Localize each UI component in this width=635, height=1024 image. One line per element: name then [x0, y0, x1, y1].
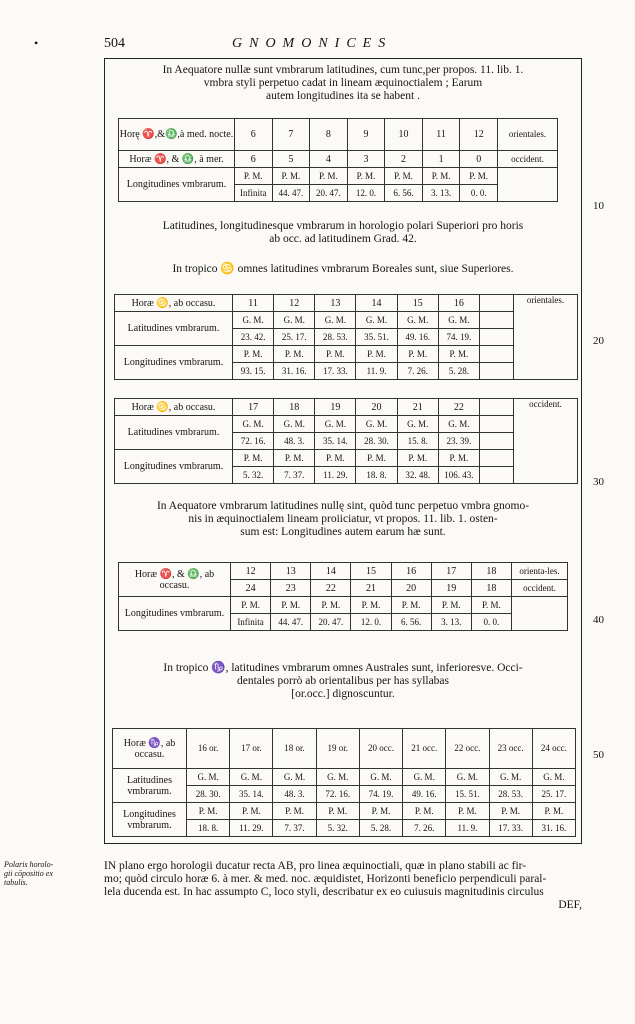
row-label: Horæ ♈, & ♎, ab occasu. [119, 563, 231, 597]
hour-cell: 22 [438, 399, 479, 416]
hour-cell: 23 [271, 580, 311, 597]
unit-cell: P. M. [315, 346, 356, 363]
margin-note-line: tabulis. [4, 878, 28, 887]
intro-paragraph [104, 64, 582, 103]
row-label: Horę ♈,&♎,à med. nocte. [119, 119, 235, 151]
hour-cell: 16 [438, 295, 479, 312]
value-cell: 20. 47. [310, 185, 348, 202]
row-label: Longitudines vmbrarum. [115, 450, 233, 484]
row-end-label: occident. [498, 151, 558, 168]
body-line: mo; quòd circulo horæ 6. à mer. & med. noc. æquidistet, Horizonti beneficio perpendiculi paral- [104, 873, 547, 885]
hour-cell: 18 or. [273, 729, 316, 769]
empty-cell [480, 295, 514, 312]
value-cell: 0. 0. [471, 614, 511, 631]
paragraph-line: In Aequatore vmbrarum latitudines nullę sint, quòd tunc perpetuo vmbra gnomo- [156, 500, 530, 512]
unit-cell: P. M. [272, 168, 310, 185]
row-label: Horæ ♋, ab occasu. [115, 399, 233, 416]
value-cell: 31. 16. [274, 363, 315, 380]
value-cell: 35. 14. [315, 433, 356, 450]
table-row [113, 803, 576, 820]
table-row [115, 346, 578, 363]
hour-cell: 16 [391, 563, 431, 580]
value-cell: 17. 33. [489, 820, 532, 837]
section-heading [104, 220, 582, 246]
unit-cell: G. M. [233, 312, 274, 329]
hour-cell: 12 [274, 295, 315, 312]
hour-cell: 20 [391, 580, 431, 597]
unit-cell: P. M. [391, 597, 431, 614]
unit-cell: G. M. [233, 416, 274, 433]
hour-cell: 19 or. [316, 729, 359, 769]
margin-line-number: 20 [593, 335, 604, 347]
hour-cell: 11 [233, 295, 274, 312]
hour-cell: 17 [233, 399, 274, 416]
empty-cell [480, 363, 514, 380]
value-cell: 28. 53. [489, 786, 532, 803]
hour-cell: 3 [347, 151, 385, 168]
body-paragraph [104, 860, 582, 912]
table-cancer-superior-2 [114, 398, 578, 484]
value-cell: 0. 0. [460, 185, 498, 202]
unit-cell: P. M. [311, 597, 351, 614]
unit-cell: P. M. [271, 597, 311, 614]
row-label: Longitudines vmbrarum. [115, 346, 233, 380]
table-equator-longitudes-occasu [118, 562, 568, 631]
row-end-label: orientales. [514, 295, 578, 380]
unit-cell: G. M. [274, 312, 315, 329]
hour-cell: 17 or. [230, 729, 273, 769]
heading-line: Latitudines, longitudinesque vmbrarum in horologio polari Superiori pro horis [162, 220, 524, 232]
row-end-label: occident. [512, 580, 568, 597]
hour-cell: 19 [431, 580, 471, 597]
hour-cell: 5 [272, 151, 310, 168]
unit-cell: G. M. [403, 769, 446, 786]
paragraph-line: sum est: Longitudines autem earum hæ sunt. [240, 526, 446, 538]
row-label: Latitudines vmbrarum. [115, 416, 233, 450]
value-cell: 72. 16. [316, 786, 359, 803]
hour-cell: 18 [471, 563, 511, 580]
value-cell: 12. 0. [347, 185, 385, 202]
value-cell: 25. 17. [532, 786, 575, 803]
empty-cell [480, 433, 514, 450]
row-label: Horæ ♋, ab occasu. [115, 295, 233, 312]
hour-cell: 21 occ. [403, 729, 446, 769]
row-label: Longitudines vmbrarum. [119, 597, 231, 631]
hour-cell: 15 [397, 295, 438, 312]
empty-cell [480, 416, 514, 433]
value-cell: 17. 33. [315, 363, 356, 380]
value-cell: Infinita [231, 614, 271, 631]
unit-cell: P. M. [316, 803, 359, 820]
unit-cell: P. M. [532, 803, 575, 820]
value-cell: 48. 3. [273, 786, 316, 803]
table-row [119, 119, 558, 151]
hour-cell: 24 [231, 580, 271, 597]
paragraph-line: [or.occ.] dignoscuntur. [291, 688, 395, 700]
hour-cell: 20 [356, 399, 397, 416]
hour-cell: 20 occ. [359, 729, 402, 769]
unit-cell: G. M. [316, 769, 359, 786]
unit-cell: G. M. [438, 312, 479, 329]
table-row [119, 168, 558, 185]
page-number: 504 [104, 36, 125, 51]
value-cell: Infinita [235, 185, 273, 202]
unit-cell: G. M. [438, 416, 479, 433]
row-label: Horæ ♈, & ♎, à mer. [119, 151, 235, 168]
value-cell: 44. 47. [271, 614, 311, 631]
table-row [115, 450, 578, 467]
hour-cell: 13 [271, 563, 311, 580]
margin-line-number: 10 [593, 200, 604, 212]
margin-line-number: 30 [593, 476, 604, 488]
value-cell: 23. 39. [438, 433, 479, 450]
table-row [113, 769, 576, 786]
hour-cell: 0 [460, 151, 498, 168]
unit-cell: P. M. [347, 168, 385, 185]
unit-cell: G. M. [274, 416, 315, 433]
intro-line: In Aequatore nullæ sunt vmbrarum latitudines, cum tunc,per propos. 11. lib. 1. [162, 64, 524, 76]
unit-cell: P. M. [315, 450, 356, 467]
value-cell: 49. 16. [397, 329, 438, 346]
row-label: Latitudines vmbrarum. [115, 312, 233, 346]
paragraph-line: nis in æquinoctialem lineam proiiciatur, vt propos. 11. lib. 1. osten- [188, 513, 498, 525]
hour-cell: 18 [274, 399, 315, 416]
intro-line: autem longitudines ita se habent . [266, 90, 420, 102]
hour-cell: 11 [422, 119, 460, 151]
value-cell: 6. 56. [391, 614, 431, 631]
value-cell: 7. 26. [403, 820, 446, 837]
value-cell: 25. 17. [274, 329, 315, 346]
hour-cell: 15 [351, 563, 391, 580]
margin-line-number: 40 [593, 614, 604, 626]
value-cell: 18. 8. [356, 467, 397, 484]
hour-cell: 12 [460, 119, 498, 151]
table-row [119, 151, 558, 168]
unit-cell: P. M. [356, 450, 397, 467]
table-row [115, 399, 578, 416]
hour-cell: 18 [471, 580, 511, 597]
paragraph-line: In tropico ♑, latitudines vmbrarum omnes Australes sunt, inferioresve. Occi- [163, 662, 523, 674]
unit-cell: G. M. [315, 312, 356, 329]
section-subheading: In tropico ♋ omnes latitudines vmbrarum Boreales sunt, siue Superiores. [172, 263, 514, 275]
unit-cell: P. M. [231, 597, 271, 614]
unit-cell: P. M. [233, 346, 274, 363]
unit-cell: P. M. [310, 168, 348, 185]
empty-cell [512, 597, 568, 631]
table-capricorn-inferior [112, 728, 576, 837]
table-row [115, 416, 578, 433]
unit-cell: P. M. [273, 803, 316, 820]
table-row [119, 563, 568, 580]
hour-cell: 7 [272, 119, 310, 151]
hour-cell: 13 [315, 295, 356, 312]
value-cell: 7. 37. [274, 467, 315, 484]
empty-cell [480, 450, 514, 467]
value-cell: 3. 13. [431, 614, 471, 631]
unit-cell: P. M. [460, 168, 498, 185]
margin-note-line: gii cōpositio ex [4, 869, 53, 878]
value-cell: 28. 30. [356, 433, 397, 450]
empty-cell [480, 346, 514, 363]
body-line: DEF, [558, 899, 582, 911]
hour-cell: 8 [310, 119, 348, 151]
value-cell: 3. 13. [422, 185, 460, 202]
hour-cell: 14 [311, 563, 351, 580]
unit-cell: G. M. [356, 416, 397, 433]
value-cell: 31. 16. [532, 820, 575, 837]
ink-mark: • [34, 36, 39, 50]
hour-cell: 12 [231, 563, 271, 580]
table-cancer-superior-1 [114, 294, 578, 380]
row-end-label: occident. [514, 399, 578, 484]
value-cell: 32. 48. [397, 467, 438, 484]
unit-cell: G. M. [359, 769, 402, 786]
unit-cell: P. M. [385, 168, 423, 185]
unit-cell: P. M. [230, 803, 273, 820]
table-row [115, 295, 578, 312]
empty-cell [480, 329, 514, 346]
hour-cell: 14 [356, 295, 397, 312]
hour-cell: 2 [385, 151, 423, 168]
table-equator-longitudes [118, 118, 558, 202]
row-end-label: orienta-les. [512, 563, 568, 580]
hour-cell: 22 occ. [446, 729, 489, 769]
hour-cell: 10 [385, 119, 423, 151]
unit-cell: P. M. [397, 346, 438, 363]
hour-cell: 16 or. [187, 729, 230, 769]
unit-cell: P. M. [403, 803, 446, 820]
paragraph-line: dentales porrò ab orientalibus per has syllabas [236, 675, 450, 687]
hour-cell: 4 [310, 151, 348, 168]
value-cell: 5. 28. [359, 820, 402, 837]
margin-note-line: Polaris horolo- [4, 860, 54, 869]
unit-cell: G. M. [315, 416, 356, 433]
heading-line: ab occ. ad latitudinem Grad. 42. [269, 233, 417, 245]
value-cell: 11. 29. [315, 467, 356, 484]
paragraph-equator [104, 500, 582, 539]
value-cell: 48. 3. [274, 433, 315, 450]
hour-cell: 9 [347, 119, 385, 151]
value-cell: 72. 16. [233, 433, 274, 450]
unit-cell: G. M. [397, 312, 438, 329]
value-cell: 28. 30. [187, 786, 230, 803]
value-cell: 11. 9. [356, 363, 397, 380]
value-cell: 44. 47. [272, 185, 310, 202]
value-cell: 15. 51. [446, 786, 489, 803]
unit-cell: G. M. [230, 769, 273, 786]
body-line: IN plano ergo horologii ducatur recta AB, pro linea æquinoctiali, quæ in plano stabili ac fir- [104, 860, 527, 872]
value-cell: 5. 32. [233, 467, 274, 484]
margin-line-number: 50 [593, 749, 604, 761]
unit-cell: G. M. [489, 769, 532, 786]
unit-cell: G. M. [532, 769, 575, 786]
unit-cell: P. M. [187, 803, 230, 820]
margin-note [4, 860, 94, 887]
unit-cell: G. M. [273, 769, 316, 786]
row-label: Horæ ♑, ab occasu. [113, 729, 187, 769]
unit-cell: G. M. [397, 416, 438, 433]
value-cell: 11. 9. [446, 820, 489, 837]
unit-cell: P. M. [446, 803, 489, 820]
unit-cell: P. M. [233, 450, 274, 467]
empty-cell [480, 312, 514, 329]
row-label: Latitudines vmbrarum. [113, 769, 187, 803]
body-line: lela ducenda est. In hac assumpto C, loco styli, describatur ex eo cuiusuis magnitudinis circulus [104, 886, 544, 898]
empty-cell [498, 168, 558, 202]
value-cell: 7. 37. [273, 820, 316, 837]
unit-cell: G. M. [446, 769, 489, 786]
unit-cell: P. M. [422, 168, 460, 185]
unit-cell: G. M. [187, 769, 230, 786]
row-label: Longitudines vmbrarum. [113, 803, 187, 837]
value-cell: 35. 14. [230, 786, 273, 803]
hour-cell: 6 [235, 151, 273, 168]
unit-cell: P. M. [274, 450, 315, 467]
table-row [113, 729, 576, 769]
row-end-label: orientales. [498, 119, 558, 151]
hour-cell: 21 [397, 399, 438, 416]
hour-cell: 1 [422, 151, 460, 168]
hour-cell: 22 [311, 580, 351, 597]
hour-cell: 24 occ. [532, 729, 575, 769]
value-cell: 6. 56. [385, 185, 423, 202]
paragraph-capricorn [104, 662, 582, 701]
intro-line: vmbra styli perpetuo cadat in lineam æquinoctialem ; Earum [203, 77, 483, 89]
value-cell: 23. 42. [233, 329, 274, 346]
value-cell: 35. 51. [356, 329, 397, 346]
unit-cell: P. M. [431, 597, 471, 614]
value-cell: 106. 43. [438, 467, 479, 484]
hour-cell: 19 [315, 399, 356, 416]
value-cell: 20. 47. [311, 614, 351, 631]
unit-cell: P. M. [438, 450, 479, 467]
unit-cell: P. M. [397, 450, 438, 467]
value-cell: 74. 19. [359, 786, 402, 803]
unit-cell: P. M. [489, 803, 532, 820]
value-cell: 74. 19. [438, 329, 479, 346]
value-cell: 28. 53. [315, 329, 356, 346]
unit-cell: P. M. [351, 597, 391, 614]
running-title: GNOMONICES [232, 36, 393, 51]
hour-cell: 21 [351, 580, 391, 597]
unit-cell: P. M. [274, 346, 315, 363]
unit-cell: P. M. [438, 346, 479, 363]
hour-cell: 23 occ. [489, 729, 532, 769]
value-cell: 93. 15. [233, 363, 274, 380]
table-row [119, 597, 568, 614]
unit-cell: P. M. [235, 168, 273, 185]
unit-cell: P. M. [359, 803, 402, 820]
hour-cell: 6 [235, 119, 273, 151]
unit-cell: G. M. [356, 312, 397, 329]
value-cell: 18. 8. [187, 820, 230, 837]
value-cell: 12. 0. [351, 614, 391, 631]
value-cell: 5. 32. [316, 820, 359, 837]
unit-cell: P. M. [356, 346, 397, 363]
hour-cell: 17 [431, 563, 471, 580]
value-cell: 5. 28. [438, 363, 479, 380]
value-cell: 15. 8. [397, 433, 438, 450]
unit-cell: P. M. [471, 597, 511, 614]
empty-cell [480, 399, 514, 416]
value-cell: 11. 29. [230, 820, 273, 837]
value-cell: 49. 16. [403, 786, 446, 803]
empty-cell [480, 467, 514, 484]
row-label: Longitudines vmbrarum. [119, 168, 235, 202]
value-cell: 7. 26. [397, 363, 438, 380]
table-row [115, 312, 578, 329]
